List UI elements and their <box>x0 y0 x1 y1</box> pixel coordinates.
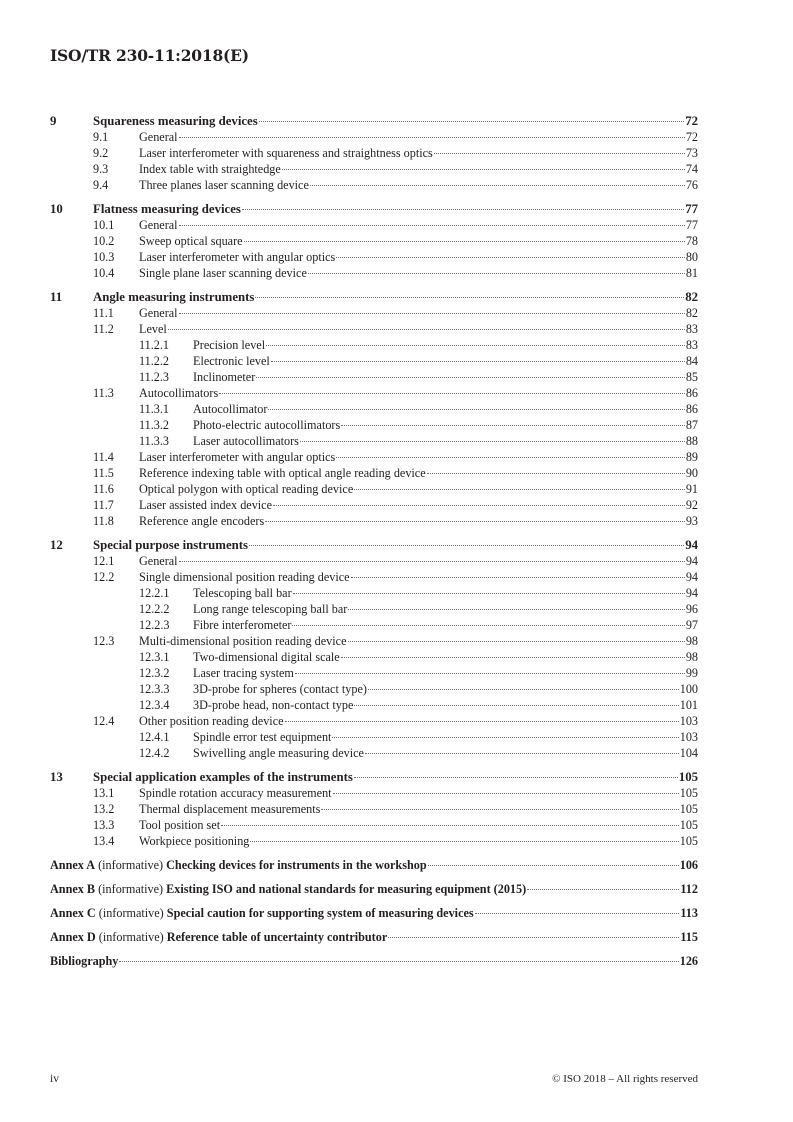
toc-number: 9.1 <box>93 130 109 144</box>
toc-entry[interactable] <box>50 337 698 353</box>
toc-title: Index table with straightedge <box>139 162 281 176</box>
toc-section-title: Special application examples of the instruments <box>93 770 353 784</box>
toc-number: 11.1 <box>93 306 114 320</box>
annex-qualifier: (informative) <box>98 906 164 920</box>
toc-title: Precision level <box>193 338 266 352</box>
toc-entry[interactable] <box>50 713 698 729</box>
annex-qualifier: (informative) <box>98 882 164 896</box>
toc-page-number: 82 <box>685 306 698 320</box>
toc-title: Telescoping ball bar <box>193 586 292 600</box>
toc-number: 12.3.1 <box>139 650 170 664</box>
leader-dots <box>119 961 678 962</box>
toc-page-number: 78 <box>685 234 698 248</box>
toc-number: 11.3.2 <box>139 418 170 432</box>
section-gap <box>50 873 698 881</box>
leader-dots <box>341 425 685 426</box>
toc-section-title: Squareness measuring devices <box>93 114 258 128</box>
footer-page-number: iv <box>50 1073 59 1085</box>
toc-page-number: 105 <box>679 802 698 816</box>
annex-qualifier: (informative) <box>98 858 164 872</box>
leader-dots <box>273 505 685 506</box>
toc-page-number: 87 <box>685 418 698 432</box>
toc-entry[interactable] <box>50 665 698 681</box>
toc-section-title: Special purpose instruments <box>93 538 248 552</box>
toc-entry-section[interactable] <box>50 113 698 129</box>
toc-entry[interactable] <box>50 497 698 513</box>
toc-page-number: 74 <box>685 162 698 176</box>
toc-page-number: 112 <box>680 882 698 896</box>
leader-dots <box>527 889 679 890</box>
toc-entry-section[interactable] <box>50 769 698 785</box>
toc-number: 11.2.2 <box>139 354 170 368</box>
toc-number: 11.4 <box>93 450 114 464</box>
toc-entry[interactable] <box>50 745 698 761</box>
toc-page-number: 72 <box>685 130 698 144</box>
annex-label: Annex B <box>50 882 96 896</box>
toc-page-number: 84 <box>685 354 698 368</box>
leader-dots <box>332 737 678 738</box>
leader-dots <box>285 721 679 722</box>
toc-page-number: 105 <box>678 770 698 784</box>
toc-page-number: 72 <box>685 114 698 128</box>
toc-number: 12.2.1 <box>139 586 170 600</box>
toc-title: Laser interferometer with angular optics <box>139 450 336 464</box>
toc-number: 11.3 <box>93 386 114 400</box>
leader-dots <box>255 297 684 298</box>
toc-title: Laser interferometer with squareness and straightness optics <box>139 146 433 160</box>
toc-page-number: 73 <box>685 146 698 160</box>
leader-dots <box>282 169 685 170</box>
toc-entry[interactable] <box>50 417 698 433</box>
toc-entry[interactable] <box>50 145 698 161</box>
leader-dots <box>308 273 685 274</box>
toc-number: 11.2 <box>93 322 114 336</box>
toc-entry-bibliography[interactable] <box>50 953 698 969</box>
toc-title: Inclinometer <box>193 370 256 384</box>
annex-label: Annex C <box>50 906 96 920</box>
toc-number: 13.2 <box>93 802 115 816</box>
toc-entry[interactable] <box>50 801 698 817</box>
leader-dots <box>434 153 685 154</box>
toc-title: Single dimensional position reading device <box>139 570 350 584</box>
annex-qualifier: (informative) <box>98 930 164 944</box>
toc-number: 12.2.2 <box>139 602 170 616</box>
toc-entry[interactable] <box>50 385 698 401</box>
toc-page-number: 103 <box>679 730 698 744</box>
leader-dots <box>179 137 685 138</box>
toc-number: 12.2 <box>93 570 115 584</box>
annex-title: Existing ISO and national standards for measuring equipment (2015) <box>166 882 527 896</box>
toc-page-number: 76 <box>685 178 698 192</box>
toc-number: 12.3.4 <box>139 698 170 712</box>
toc-page-number: 105 <box>679 818 698 832</box>
toc-entry-annex-a[interactable] <box>50 857 698 873</box>
leader-dots <box>300 441 685 442</box>
leader-dots <box>221 825 679 826</box>
toc-section-number: 9 <box>50 114 57 128</box>
toc-entry[interactable] <box>50 161 698 177</box>
toc-page-number: 96 <box>685 602 698 616</box>
toc-title: Other position reading device <box>139 714 284 728</box>
toc-page-number: 92 <box>685 498 698 512</box>
toc-title: 3D-probe for spheres (contact type) <box>193 682 367 696</box>
toc-entry[interactable] <box>50 633 698 649</box>
toc-entry[interactable] <box>50 553 698 569</box>
toc-number: 11.2.1 <box>139 338 170 352</box>
toc-number: 11.3.1 <box>139 402 170 416</box>
toc-entry[interactable] <box>50 249 698 265</box>
section-gap <box>50 529 698 537</box>
leader-dots <box>179 313 685 314</box>
toc-title: General <box>139 306 178 320</box>
table-of-contents <box>50 113 698 969</box>
leader-dots <box>336 257 685 258</box>
toc-entry-annex-d[interactable] <box>50 929 698 945</box>
toc-page-number: 94 <box>685 570 698 584</box>
annex-title: Special caution for supporting system of measuring devices <box>166 906 474 920</box>
toc-entry[interactable] <box>50 729 698 745</box>
toc-page-number: 90 <box>685 466 698 480</box>
toc-title: Level <box>139 322 167 336</box>
toc-page-number: 85 <box>685 370 698 384</box>
leader-dots <box>268 409 684 410</box>
section-gap <box>50 761 698 769</box>
toc-entry-section[interactable] <box>50 201 698 217</box>
toc-title: Thermal displacement measurements <box>139 802 321 816</box>
toc-title: Long range telescoping ball bar <box>193 602 348 616</box>
leader-dots <box>259 121 684 122</box>
toc-title: Laser interferometer with angular optics <box>139 250 336 264</box>
annex-title: Reference table of uncertainty contributor <box>166 930 388 944</box>
toc-title: 3D-probe head, non-contact type <box>193 698 354 712</box>
toc-number: 10.3 <box>93 250 115 264</box>
toc-title: Autocollimators <box>139 386 219 400</box>
document-header-id: ISO/TR 230-11:2018(E) <box>50 46 249 65</box>
leader-dots <box>295 673 685 674</box>
toc-title: Laser assisted index device <box>139 498 272 512</box>
toc-page-number: 115 <box>680 930 698 944</box>
leader-dots <box>265 521 685 522</box>
toc-page-number: 105 <box>679 834 698 848</box>
toc-entry[interactable] <box>50 649 698 665</box>
toc-number: 11.7 <box>93 498 114 512</box>
toc-page-number: 91 <box>685 482 698 496</box>
toc-entry[interactable] <box>50 513 698 529</box>
toc-entry[interactable] <box>50 833 698 849</box>
toc-entry[interactable] <box>50 697 698 713</box>
toc-entry[interactable] <box>50 177 698 193</box>
leader-dots <box>354 777 678 778</box>
leader-dots <box>348 641 685 642</box>
toc-entry-section[interactable] <box>50 537 698 553</box>
toc-number: 12.3.2 <box>139 666 170 680</box>
toc-title: Reference indexing table with optical angle reading device <box>139 466 426 480</box>
toc-number: 9.3 <box>93 162 109 176</box>
toc-title: Three planes laser scanning device <box>139 178 309 192</box>
toc-title: Workpiece positioning <box>139 834 250 848</box>
toc-section-number: 11 <box>50 290 63 304</box>
leader-dots <box>250 841 678 842</box>
toc-page-number: 126 <box>679 954 698 968</box>
toc-entry[interactable] <box>50 465 698 481</box>
toc-number: 11.8 <box>93 514 114 528</box>
leader-dots <box>256 377 685 378</box>
leader-dots <box>388 937 679 938</box>
toc-entry[interactable] <box>50 433 698 449</box>
toc-page-number: 82 <box>685 290 698 304</box>
leader-dots <box>271 361 685 362</box>
leader-dots <box>354 705 678 706</box>
toc-title: Spindle rotation accuracy measurement <box>139 786 332 800</box>
toc-page-number: 113 <box>680 906 698 920</box>
leader-dots <box>179 561 685 562</box>
leader-dots <box>354 489 685 490</box>
toc-entry[interactable] <box>50 233 698 249</box>
toc-title: Fibre interferometer <box>193 618 292 632</box>
toc-page-number: 94 <box>685 538 698 552</box>
toc-page-number: 99 <box>685 666 698 680</box>
toc-entry[interactable] <box>50 617 698 633</box>
leader-dots <box>310 185 685 186</box>
toc-title: Laser tracing system <box>193 666 294 680</box>
annex-title: Checking devices for instruments in the workshop <box>166 858 427 872</box>
toc-section-title: Flatness measuring devices <box>93 202 241 216</box>
toc-page-number: 77 <box>685 202 698 216</box>
toc-title: Spindle error test equipment <box>193 730 332 744</box>
leader-dots <box>341 657 685 658</box>
toc-entry[interactable] <box>50 369 698 385</box>
leader-dots <box>292 625 684 626</box>
leader-dots <box>365 753 679 754</box>
leader-dots <box>293 593 685 594</box>
toc-section-number: 10 <box>50 202 63 216</box>
toc-number: 11.5 <box>93 466 114 480</box>
leader-dots <box>348 609 684 610</box>
leader-dots <box>219 393 685 394</box>
toc-title: Reference angle encoders <box>139 514 265 528</box>
toc-entry[interactable] <box>50 585 698 601</box>
section-gap <box>50 921 698 929</box>
leader-dots <box>244 241 685 242</box>
toc-entry[interactable] <box>50 401 698 417</box>
toc-number: 11.3.3 <box>139 434 170 448</box>
toc-entry[interactable] <box>50 449 698 465</box>
toc-page-number: 101 <box>679 698 698 712</box>
toc-page-number: 83 <box>685 338 698 352</box>
toc-entry[interactable] <box>50 321 698 337</box>
toc-title: Tool position set <box>139 818 221 832</box>
toc-number: 12.3.3 <box>139 682 170 696</box>
toc-page-number: 86 <box>685 402 698 416</box>
toc-title: General <box>139 554 178 568</box>
toc-title: General <box>139 130 178 144</box>
toc-title: Laser autocollimators <box>193 434 299 448</box>
toc-entry[interactable] <box>50 817 698 833</box>
section-gap <box>50 849 698 857</box>
toc-page-number: 104 <box>679 746 698 760</box>
leader-dots <box>266 345 685 346</box>
annex-label: Annex D <box>50 930 96 944</box>
leader-dots <box>475 913 680 914</box>
toc-page-number: 88 <box>685 434 698 448</box>
toc-title: Electronic level <box>193 354 270 368</box>
leader-dots <box>249 545 684 546</box>
toc-section-number: 13 <box>50 770 63 784</box>
leader-dots <box>368 689 679 690</box>
leader-dots <box>427 473 685 474</box>
bibliography-title: Bibliography <box>50 954 119 968</box>
toc-title: Photo-electric autocollimators <box>193 418 341 432</box>
toc-title: Autocollimator <box>193 402 268 416</box>
toc-page-number: 98 <box>685 650 698 664</box>
section-gap <box>50 193 698 201</box>
leader-dots <box>179 225 685 226</box>
toc-page-number: 106 <box>679 858 698 872</box>
toc-number: 10.2 <box>93 234 115 248</box>
leader-dots <box>351 577 685 578</box>
toc-entry[interactable] <box>50 129 698 145</box>
toc-number: 12.1 <box>93 554 115 568</box>
toc-number: 12.2.3 <box>139 618 170 632</box>
toc-page-number: 94 <box>685 554 698 568</box>
section-gap <box>50 945 698 953</box>
toc-page-number: 86 <box>685 386 698 400</box>
toc-entry[interactable] <box>50 681 698 697</box>
toc-title: Multi-dimensional position reading device <box>139 634 347 648</box>
toc-page-number: 81 <box>685 266 698 280</box>
toc-section-title: Angle measuring instruments <box>93 290 255 304</box>
toc-title: Two-dimensional digital scale <box>193 650 340 664</box>
leader-dots <box>321 809 678 810</box>
toc-page-number: 93 <box>685 514 698 528</box>
toc-number: 11.2.3 <box>139 370 170 384</box>
toc-page-number: 97 <box>685 618 698 632</box>
leader-dots <box>428 865 679 866</box>
toc-page-number: 100 <box>679 682 698 696</box>
leader-dots <box>242 209 684 210</box>
section-gap <box>50 281 698 289</box>
toc-entry[interactable] <box>50 601 698 617</box>
toc-title: Single plane laser scanning device <box>139 266 307 280</box>
footer-copyright: © ISO 2018 – All rights reserved <box>552 1073 698 1085</box>
toc-number: 11.6 <box>93 482 114 496</box>
toc-number: 13.3 <box>93 818 115 832</box>
toc-page-number: 80 <box>685 250 698 264</box>
toc-number: 9.2 <box>93 146 109 160</box>
toc-entry[interactable] <box>50 569 698 585</box>
toc-page-number: 105 <box>679 786 698 800</box>
section-gap <box>50 897 698 905</box>
toc-number: 12.3 <box>93 634 115 648</box>
toc-number: 12.4.2 <box>139 746 170 760</box>
toc-number: 12.4 <box>93 714 115 728</box>
toc-page-number: 89 <box>685 450 698 464</box>
toc-entry[interactable] <box>50 305 698 321</box>
toc-entry[interactable] <box>50 265 698 281</box>
toc-title: Swivelling angle measuring device <box>193 746 364 760</box>
toc-page-number: 83 <box>685 322 698 336</box>
toc-entry-section[interactable] <box>50 289 698 305</box>
toc-entry[interactable] <box>50 785 698 801</box>
leader-dots <box>168 329 685 330</box>
toc-entry-annex-c[interactable] <box>50 905 698 921</box>
toc-number: 13.4 <box>93 834 115 848</box>
toc-entry-annex-b[interactable] <box>50 881 698 897</box>
toc-entry[interactable] <box>50 217 698 233</box>
leader-dots <box>333 793 679 794</box>
toc-number: 10.4 <box>93 266 115 280</box>
toc-entry[interactable] <box>50 481 698 497</box>
annex-label: Annex A <box>50 858 96 872</box>
toc-section-number: 12 <box>50 538 63 552</box>
toc-number: 10.1 <box>93 218 115 232</box>
toc-entry[interactable] <box>50 353 698 369</box>
toc-number: 9.4 <box>93 178 109 192</box>
leader-dots <box>336 457 685 458</box>
toc-title: Sweep optical square <box>139 234 243 248</box>
toc-title: General <box>139 218 178 232</box>
toc-number: 13.1 <box>93 786 115 800</box>
toc-page-number: 98 <box>685 634 698 648</box>
toc-number: 12.4.1 <box>139 730 170 744</box>
toc-page-number: 94 <box>685 586 698 600</box>
toc-page-number: 103 <box>679 714 698 728</box>
toc-page-number: 77 <box>685 218 698 232</box>
toc-title: Optical polygon with optical reading device <box>139 482 354 496</box>
